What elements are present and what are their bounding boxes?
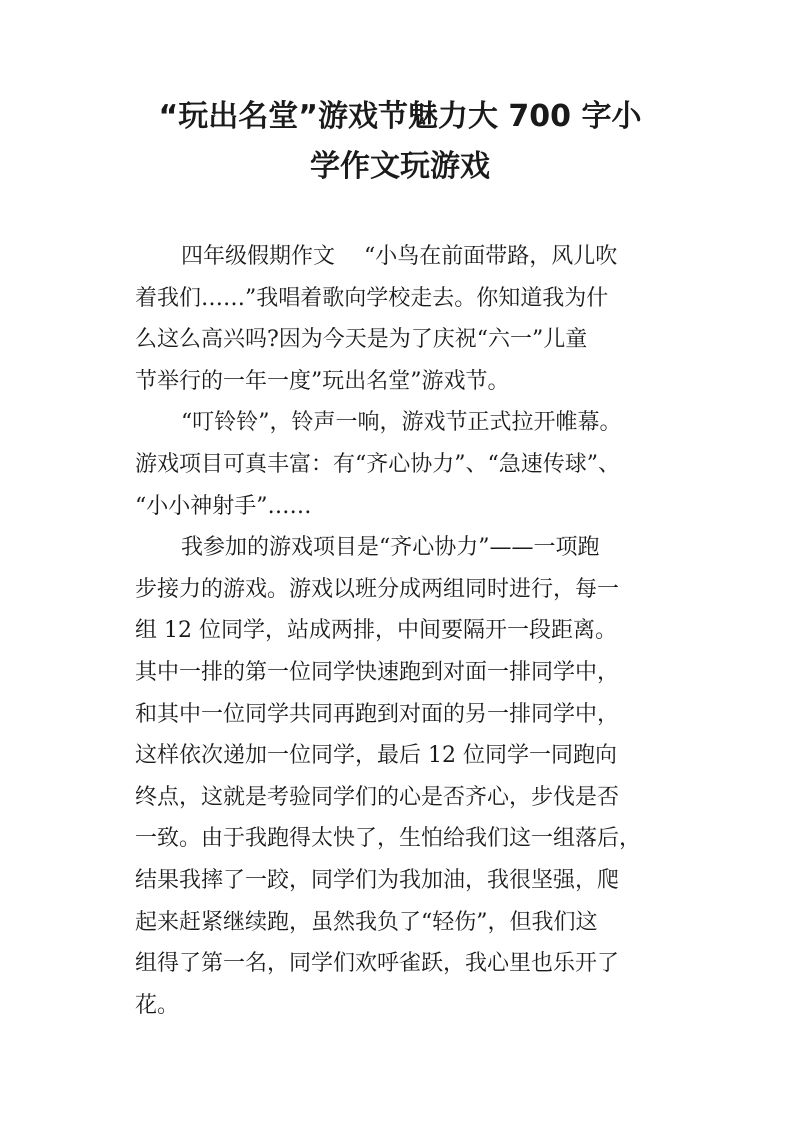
paragraph-3-line: 组得了第一名，同学们欢呼雀跃，我心里也乐开了 [135,951,620,977]
title-line: 学作文玩游戏 [310,149,490,184]
paragraph-3-line: 花。 [135,992,180,1018]
paragraph-2-line: 游戏项目可真丰富：有“齐心协力”、“急速传球”、 [135,451,620,477]
paragraph-3-line: 我参加的游戏项目是“齐心协力”——一项跑 [181,535,600,561]
paragraph-1-line: 节举行的一年一度”玩出名堂”游戏节。 [135,368,510,394]
paragraph-3-line: 组 12 位同学，站成两排，中间要隔开一段距离。 [135,618,617,644]
paragraph-2-line: “叮铃铃”，铃声一响，游戏节正式拉开帷幕。 [181,410,622,436]
paragraph-3-line: 终点，这就是考验同学们的心是否齐心，步伐是否 [135,784,620,810]
paragraph-3-line: 结果我摔了一跤，同学们为我加油，我很坚强，爬 [135,867,620,893]
paragraph-3-line: 其中一排的第一位同学快速跑到对面一排同学中， [135,659,620,685]
paragraph-3-line: 步接力的游戏。游戏以班分成两组同时进行，每一 [135,576,620,602]
document-title [100,92,700,192]
paragraph-3-line: 起来赶紧继续跑，虽然我负了“轻伤”，但我们这 [135,909,598,935]
paragraph-1-line: 着我们……”我唱着歌向学校走去。你知道我为什 [135,285,609,311]
paragraph-3-line: 这样依次递加一位同学，最后 12 位同学一同跑向 [135,743,617,769]
paragraph-1-line: 么这么高兴吗?因为今天是为了庆祝“六一”儿童 [135,327,588,353]
article-body [135,236,695,1026]
paragraph-3-line: 一致。由于我跑得太快了，生怕给我们这一组落后， [135,826,642,852]
paragraph-3-line: 和其中一位同学共同再跑到对面的另一排同学中， [135,701,620,727]
paragraph-2-line: “小小神射手”…… [135,493,312,519]
paragraph-1-line: 四年级假期作文 “小鸟在前面带路，风儿吹 [181,244,618,269]
title-line: “玩出名堂”游戏节魅力大 700 字小 [158,99,642,134]
